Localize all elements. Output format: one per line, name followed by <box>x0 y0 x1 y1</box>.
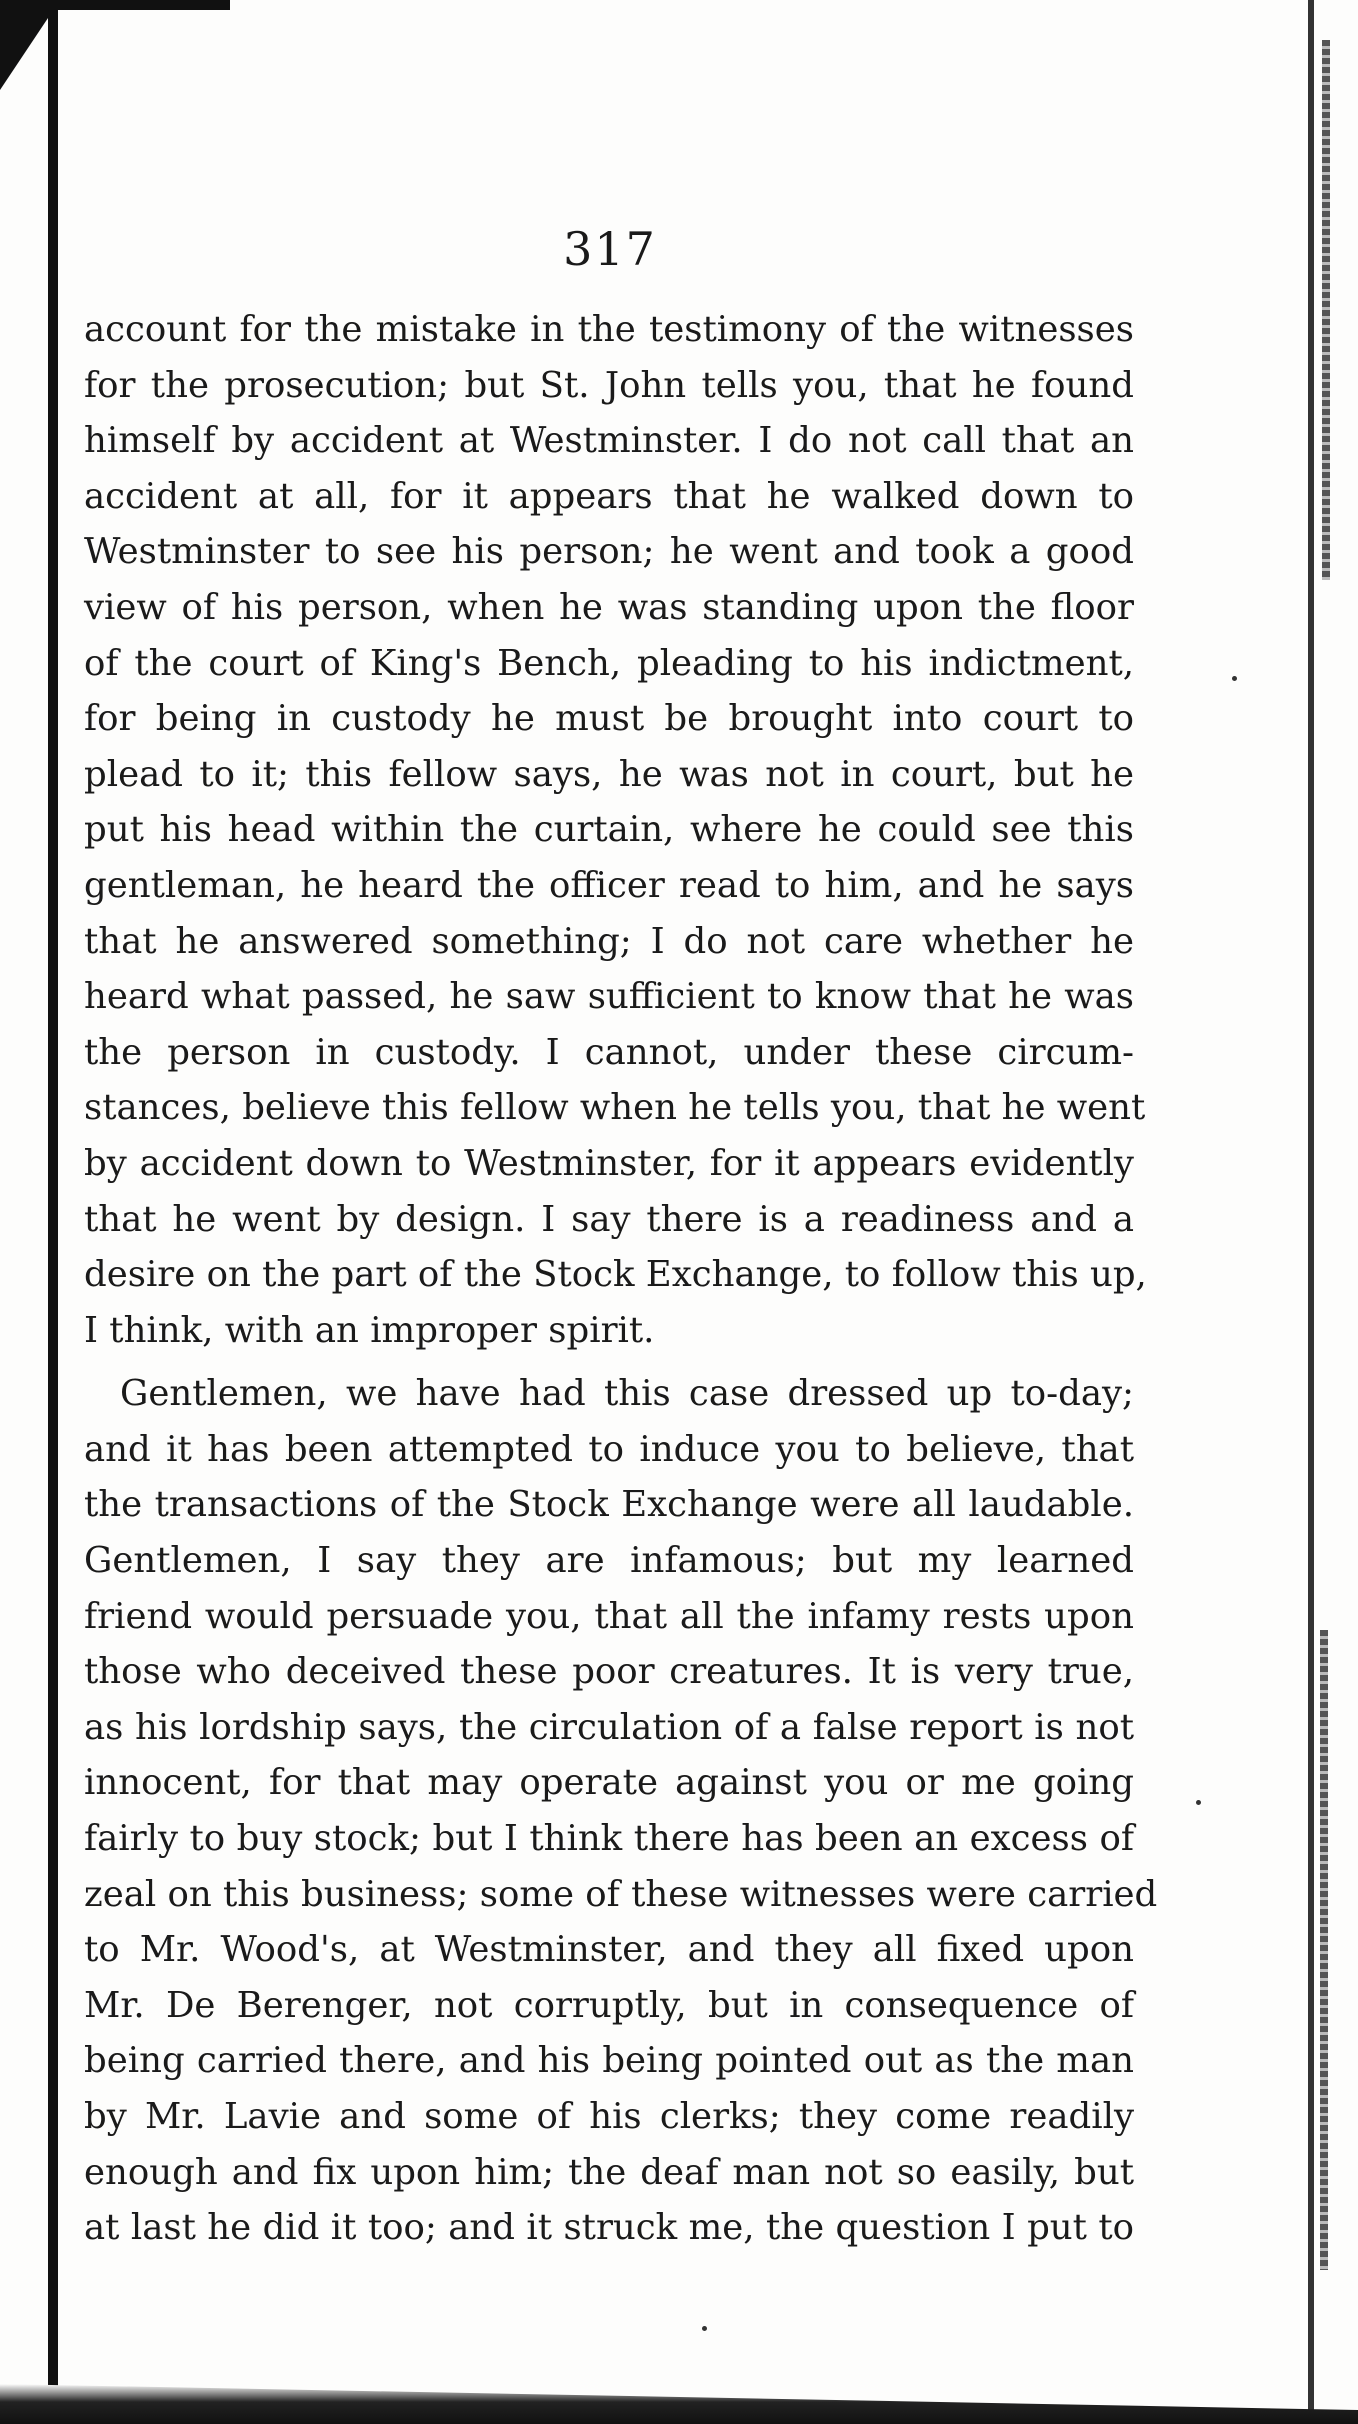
text-line: account for the mistake in the testimony of the witnesses <box>84 309 1134 350</box>
body-text <box>84 302 1158 2256</box>
page-number: 317 <box>563 222 657 276</box>
text-line: by accident down to Westminster, for it appears evidently <box>84 1142 1134 1184</box>
text-line: at last he did it too; and it struck me, the question I put to <box>84 2207 1134 2249</box>
text-line: fairly to buy stock; but I think there has been an excess of <box>84 1818 1134 1860</box>
scan-bottom-edge <box>0 2384 1358 2424</box>
text-line: by Mr. Lavie and some of his clerks; they come readily <box>84 2096 1134 2137</box>
scan-top-edge <box>0 0 230 10</box>
text-line: accident at all, for it appears that he walked down to <box>84 475 1134 517</box>
scan-speck <box>702 2326 707 2331</box>
scan-speck <box>1196 1800 1201 1805</box>
text-line: that he went by design. I say there is a readiness and a <box>84 1198 1134 1240</box>
text-line: as his lordship says, the circulation of a false report is not <box>84 1706 1134 1748</box>
text-line: the person in custody. I cannot, under these circum- <box>84 1031 1134 1073</box>
text-line: enough and fix upon him; the deaf man not so easily, but <box>84 2151 1134 2193</box>
page-right-edge <box>1308 0 1314 2424</box>
text-line: zeal on this business; some of these witnesses were carried <box>84 1873 1158 1915</box>
text-line: Westminster to see his person; he went and took a good <box>84 531 1134 573</box>
scan-edge-mark <box>1320 1630 1328 2270</box>
text-line: that he answered something; I do not care whether he <box>84 920 1134 962</box>
text-line: and it has been attempted to induce you to believe, that <box>84 1428 1134 1470</box>
text-line: those who deceived these poor creatures. It is very true, <box>84 1651 1134 1693</box>
scan-speck <box>1232 676 1237 681</box>
text-line: plead to it; this fellow says, he was not in court, but he <box>84 753 1134 795</box>
text-line: stances, believe this fellow when he tells you, that he went <box>84 1087 1146 1129</box>
text-line: for the prosecution; but St. John tells you, that he found <box>84 364 1134 406</box>
text-line: for being in custody he must be brought into court to <box>84 698 1134 740</box>
binding-edge <box>48 0 58 2424</box>
text-line: desire on the part of the Stock Exchange, to follow this up, <box>84 1254 1147 1296</box>
text-line: himself by accident at Westminster. I do not call that an <box>84 420 1134 462</box>
text-line: being carried there, and his being pointed out as the man <box>84 2040 1134 2082</box>
text-line: friend would persuade you, that all the infamy rests upon <box>84 1595 1134 1637</box>
text-line: heard what passed, he saw sufficient to know that he was <box>84 976 1134 1018</box>
text-line: I think, with an improper spirit. <box>84 1309 655 1351</box>
text-line: innocent, for that may operate against you or me going <box>84 1762 1134 1804</box>
text-line: the transactions of the Stock Exchange were all laudable. <box>84 1484 1134 1526</box>
text-line: put his head within the curtain, where he could see this <box>84 809 1134 851</box>
text-line: view of his person, when he was standing upon the floor <box>84 586 1134 628</box>
text-line: Gentlemen, I say they are infamous; but my learned <box>84 1540 1134 1582</box>
text-line: Mr. De Berenger, not corruptly, but in consequence of <box>84 1984 1134 2026</box>
text-line: Gentlemen, we have had this case dressed up to-day; <box>120 1373 1134 1415</box>
scan-edge-mark <box>1322 40 1330 580</box>
text-line: gentleman, he heard the officer read to him, and he says <box>84 864 1134 906</box>
text-line: of the court of King's Bench, pleading to his indictment, <box>84 642 1134 684</box>
text-line: to Mr. Wood's, at Westminster, and they all fixed upon <box>84 1929 1134 1971</box>
